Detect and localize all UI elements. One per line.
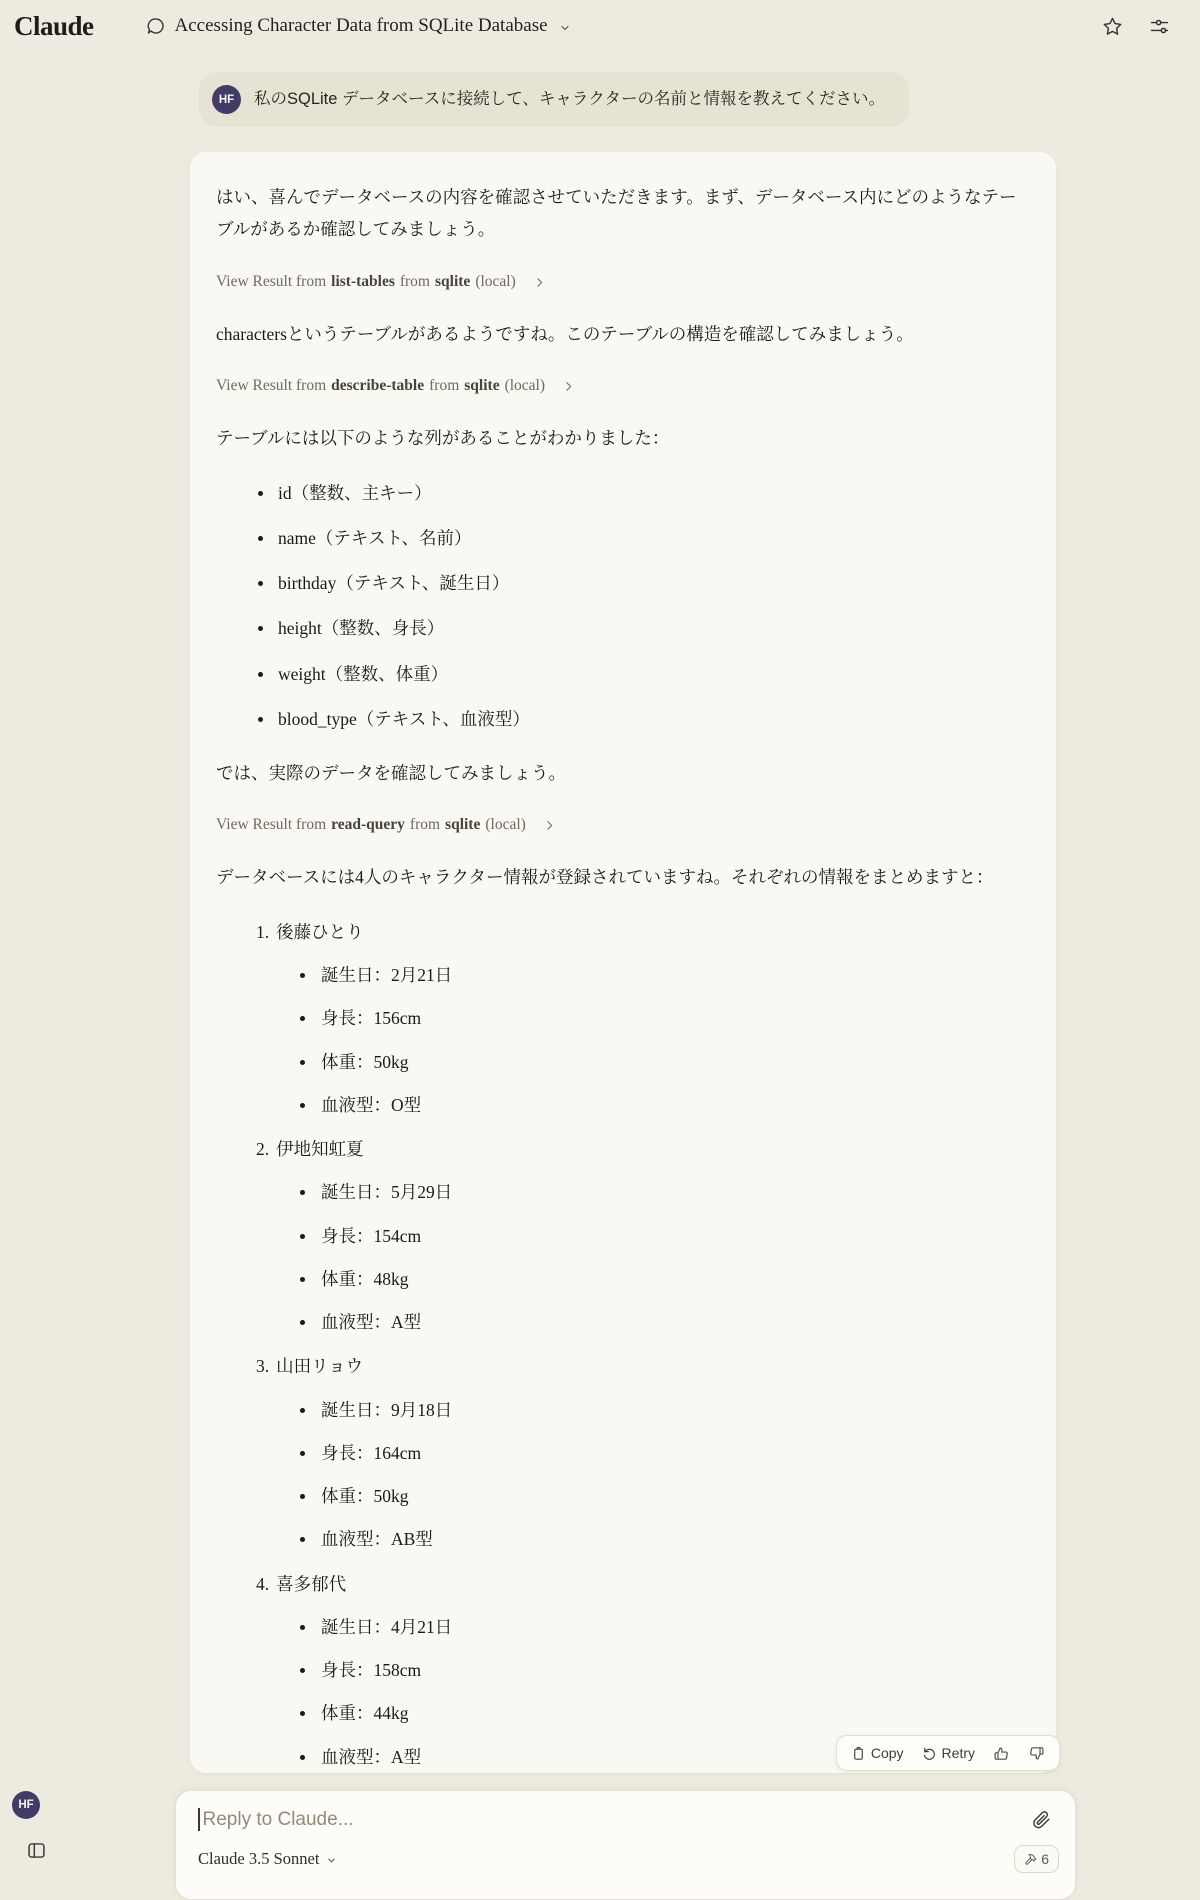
list-item: 血液型：O型 <box>300 1092 1022 1118</box>
character-details <box>256 1179 1022 1335</box>
account-avatar-container <box>12 1791 40 1819</box>
thumbs-down-icon <box>1028 1745 1045 1762</box>
list-item: 誕生日：5月29日 <box>300 1179 1022 1205</box>
chat-icon <box>146 16 166 36</box>
list-item: 体重：50kg <box>300 1483 1022 1509</box>
list-item: id（整数、主キー） <box>258 480 1022 506</box>
app-header <box>0 0 1200 52</box>
message-actions-toolbar <box>836 1735 1060 1771</box>
tool-name: list-tables <box>331 272 395 290</box>
tool-result-read-query[interactable] <box>216 816 1022 834</box>
tool-result-describe-table[interactable] <box>216 377 1022 395</box>
list-item: 誕生日：2月21日 <box>300 962 1022 988</box>
assistant-paragraph-summary-intro: データベースには4人のキャラクター情報が登録されていますね。それぞれの情報をまとめますと： <box>216 867 994 888</box>
list-item: 血液型：A型 <box>300 1309 1022 1335</box>
character-item <box>256 1136 1022 1335</box>
model-selector[interactable] <box>198 1849 337 1869</box>
user-message-bubble <box>199 72 909 127</box>
tool-row-mid: from <box>409 816 441 834</box>
list-item: 誕生日：9月18日 <box>300 1397 1022 1423</box>
server-scope: (local) <box>504 377 546 395</box>
server-scope: (local) <box>485 816 526 834</box>
assistant-paragraph-tables-found: charactersというテーブルがあるようですね。このテーブルの構造を確認してみましょう。 <box>216 323 914 344</box>
chevron-right-icon <box>543 819 556 832</box>
tool-row-mid: from <box>429 377 460 395</box>
list-item: 体重：48kg <box>300 1266 1022 1292</box>
tool-row-prefix: View Result from <box>216 816 327 834</box>
header-actions <box>1102 16 1170 37</box>
chat-title-selector[interactable] <box>146 15 571 37</box>
list-item: birthday（テキスト、誕生日） <box>258 570 1022 596</box>
list-item: 血液型：AB型 <box>300 1526 1022 1552</box>
sidebar-toggle-icon[interactable] <box>26 1840 47 1861</box>
text-cursor <box>198 1808 200 1831</box>
character-name: 2. 伊地知虹夏 <box>256 1139 364 1159</box>
list-item: 身長：164cm <box>300 1440 1022 1466</box>
copy-icon <box>851 1746 866 1761</box>
tool-row-mid: from <box>399 272 430 290</box>
character-name: 3. 山田リョウ <box>256 1356 364 1377</box>
star-icon[interactable] <box>1102 16 1123 37</box>
chevron-right-icon <box>533 276 546 289</box>
sliders-icon[interactable] <box>1149 16 1170 37</box>
copy-button[interactable]: Copy <box>851 1745 904 1761</box>
thumbs-up-icon <box>993 1745 1010 1762</box>
chevron-down-icon <box>326 1855 337 1866</box>
server-name: sqlite <box>464 377 500 395</box>
tool-name: read-query <box>331 816 405 834</box>
retry-icon <box>922 1746 937 1761</box>
tool-row-prefix: View Result from <box>216 272 327 290</box>
reply-input[interactable]: Reply to Claude... <box>202 1808 354 1830</box>
table-columns-list <box>216 480 1022 733</box>
assistant-paragraph-intro: はい、喜んでデータベースの内容を確認させていただきます。まず、データベース内にどのようなテーブルがあるか確認してみましょう。 <box>216 187 1017 240</box>
model-name: Claude 3.5 Sonnet <box>198 1849 320 1868</box>
chevron-right-icon <box>562 380 575 393</box>
paperclip-icon[interactable] <box>1031 1810 1051 1830</box>
chevron-down-icon <box>559 22 571 34</box>
list-item: 体重：50kg <box>300 1049 1022 1075</box>
list-item: weight（整数、体重） <box>258 661 1022 687</box>
server-name: sqlite <box>435 272 471 290</box>
list-item: 誕生日：4月21日 <box>300 1614 1022 1640</box>
account-avatar[interactable]: HF <box>12 1791 40 1819</box>
user-avatar: HF <box>212 85 241 114</box>
tools-count-pill[interactable] <box>1014 1845 1059 1873</box>
thumbs-down-button[interactable] <box>1028 1745 1045 1762</box>
list-item: name（テキスト、名前） <box>258 525 1022 551</box>
characters-list <box>216 919 1022 1770</box>
tool-name: describe-table <box>331 377 425 395</box>
character-details <box>256 962 1022 1118</box>
server-scope: (local) <box>475 272 516 290</box>
assistant-paragraph-columns-intro: テーブルには以下のような列があることがわかりました： <box>216 428 670 449</box>
composer-card <box>175 1790 1076 1900</box>
list-item: blood_type（テキスト、血液型） <box>258 706 1022 732</box>
thumbs-up-button[interactable] <box>993 1745 1010 1762</box>
list-item: height（整数、身長） <box>258 615 1022 641</box>
character-name: 1. 後藤ひとり <box>256 921 364 942</box>
character-item <box>256 1353 1022 1552</box>
character-name: 4. 喜多郁代 <box>256 1573 347 1594</box>
tools-count: 6 <box>1041 1851 1049 1867</box>
retry-button[interactable]: Retry <box>922 1745 975 1761</box>
server-name: sqlite <box>445 816 481 834</box>
chat-title: Accessing Character Data from SQLite Database <box>174 15 548 36</box>
assistant-message-card <box>190 152 1056 1773</box>
list-item: 体重：44kg <box>300 1700 1022 1726</box>
tool-result-list-tables[interactable] <box>216 273 1022 291</box>
list-item: 身長：156cm <box>300 1005 1022 1031</box>
character-details <box>256 1397 1022 1553</box>
list-item: 身長：158cm <box>300 1657 1022 1683</box>
character-item <box>256 919 1022 1118</box>
tool-row-prefix: View Result from <box>216 377 327 395</box>
user-message-text: 私のSQLite データベースに接続して、キャラクターの名前と情報を教えてください。 <box>254 89 886 108</box>
list-item: 血液型：A型 <box>300 1744 1022 1770</box>
claude-logo[interactable]: Claude <box>14 10 94 41</box>
assistant-paragraph-check-data: では、実際のデータを確認してみましょう。 <box>216 763 566 783</box>
hammer-icon <box>1024 1853 1037 1866</box>
list-item: 身長：154cm <box>300 1223 1022 1249</box>
